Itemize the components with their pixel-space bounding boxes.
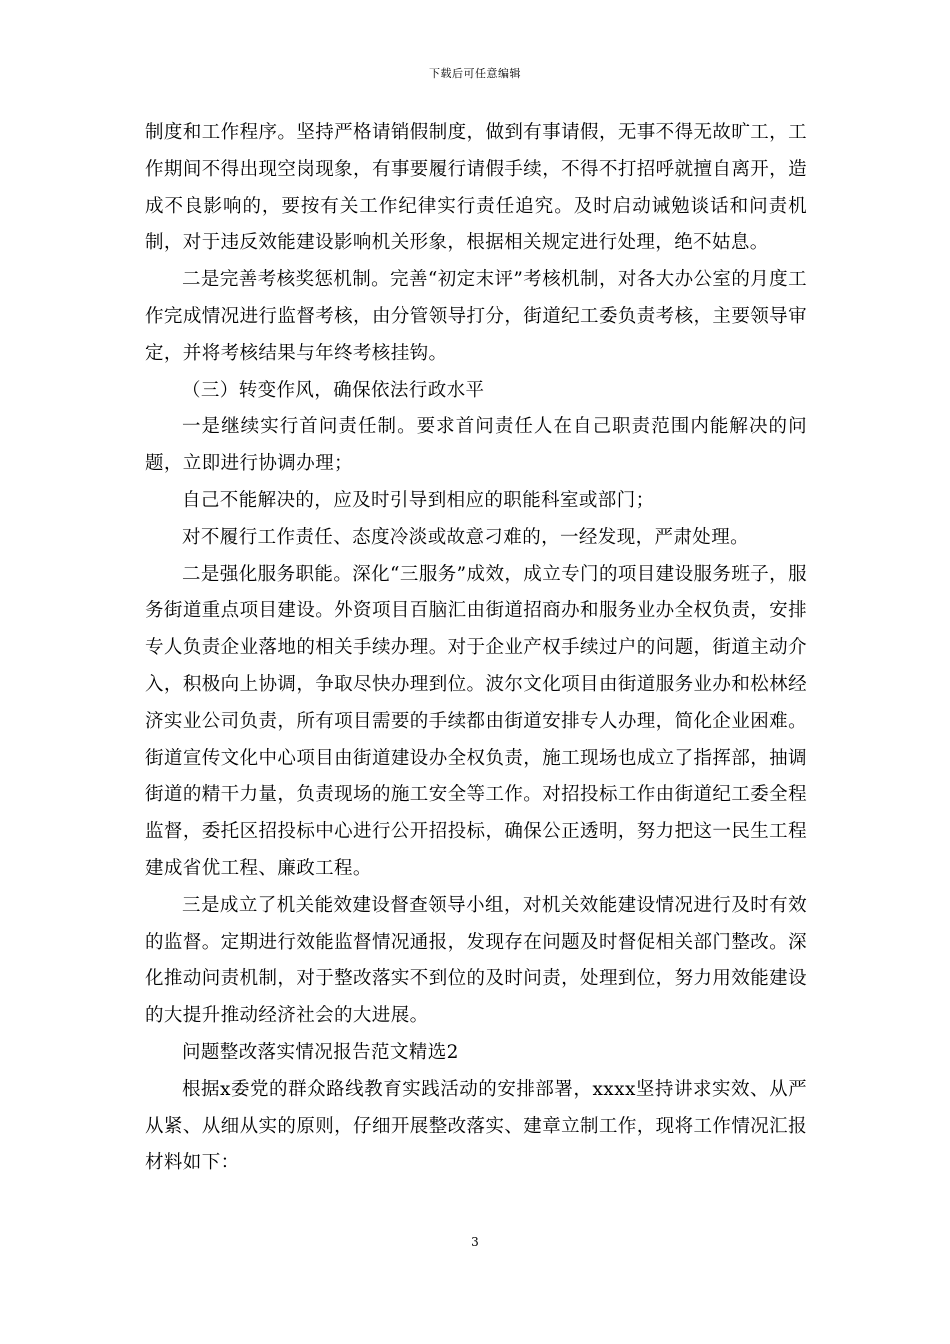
paragraph-8: 三是成立了机关能效建设督查领导小组，对机关效能建设情况进行及时有效的监督。定期进行效能监督情况通报，发现存在问题及时督促相关部门整改。深化推动问责机制，对于整改落实不到位的及时问责，处理到位，努力用效能建设的大提升推动经济社会的大进展。 [145,894,807,1027]
page-number: 3 [471,1235,479,1249]
article-title-2: 问题整改落实情况报告范文精选2 [182,1041,459,1063]
paragraph-10: 根据x委党的群众路线教育实践活动的安排部署，xxxx坚持讲求实效、从严从紧、从细从实的原则，仔细开展整改落实、建章立制工作，现将工作情况汇报材料如下： [145,1078,807,1174]
section-heading-3: （三）转变作风，确保依法行政水平 [182,379,485,401]
paragraph-6: 对不履行工作责任、态度冷淡或故意刁难的，一经发现，严肃处理。 [182,526,750,548]
document-body [145,115,807,1182]
paragraph-5: 自己不能解决的，应及时引导到相应的职能科室或部门； [182,489,655,511]
paragraph-1: 制度和工作程序。坚持严格请销假制度，做到有事请假，无事不得无故旷工，工作期间不得出现空岗现象，有事要履行请假手续，不得不打招呼就擅自离开，造成不良影响的，要按有关工作纪律实行责任追究。及时启动诫勉谈话和问责机制，对于违反效能建设影响机关形象，根据相关规定进行处理，绝不姑息。 [145,122,807,254]
paragraph-4: 一是继续实行首问责任制。要求首问责任人在自己职责范围内能解决的问题，立即进行协调办理； [145,416,807,475]
paragraph-7: 二是强化服务职能。深化“三服务”成效，成立专门的项目建设服务班子，服务街道重点项目建设。外资项目百脑汇由街道招商办和服务业办全权负责，安排专人负责企业落地的相关手续办理。对于企业产权手续过户的问题，街道主动介入，积极向上协调，争取尽快办理到位。波尔文化项目由街道服务业办和松林经济实业公司负责，所有项目需要的手续都由街道安排专人办理，简化企业困难。街道宣传文化中心项目由街道建设办全权负责，施工现场也成立了指挥部，抽调街道的精干力量，负责现场的施工安全等工作。对招投标工作由街道纪工委全程监督，委托区招投标中心进行公开招投标，确保公正透明，努力把这一民生工程建成省优工程、廉政工程。 [145,563,807,879]
page-header: 下载后可任意编辑 [429,67,521,80]
paragraph-2: 二是完善考核奖惩机制。完善“初定末评”考核机制，对各大办公室的月度工作完成情况进行监督考核，由分管领导打分，街道纪工委负责考核，主要领导审定，并将考核结果与年终考核挂钩。 [145,269,807,364]
